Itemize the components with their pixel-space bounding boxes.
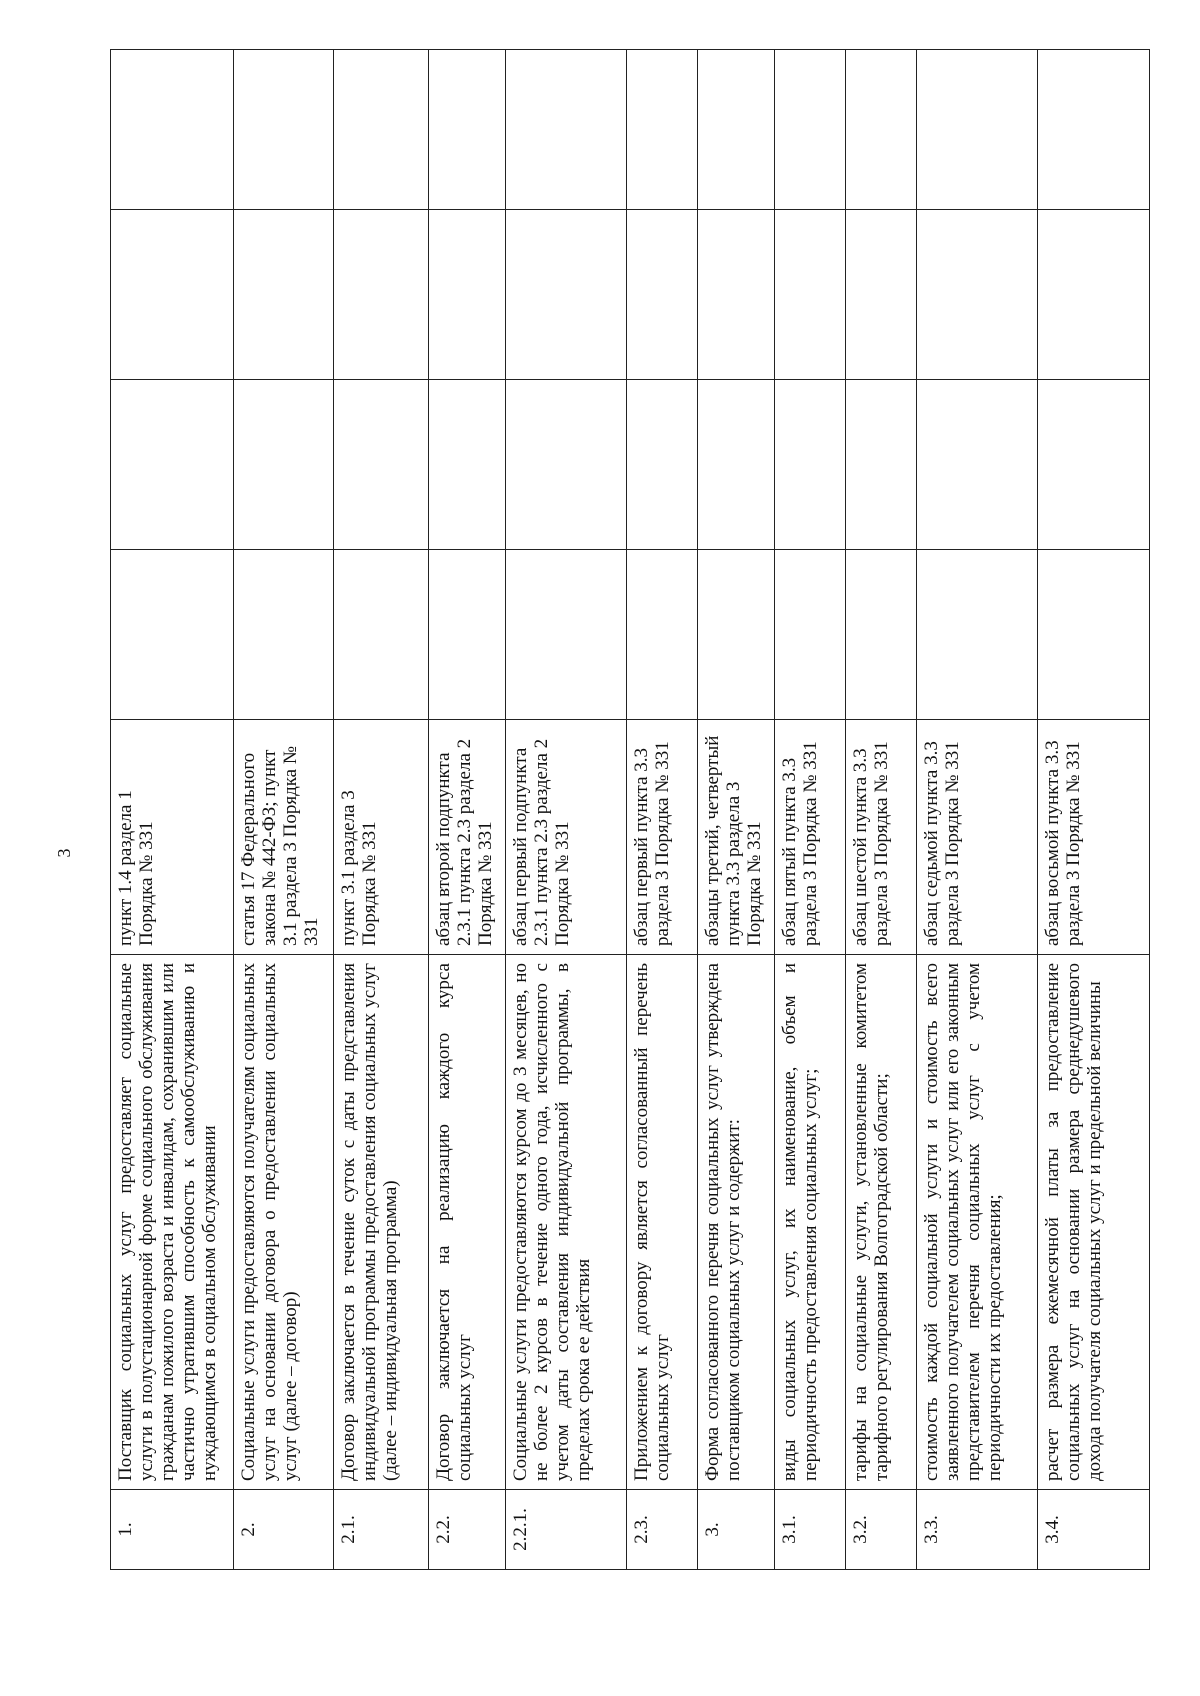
empty-cell	[428, 550, 506, 720]
requirement-text: Договор заключается в течение суток с даты представления индивидуальной программы предоставления социальных услуг (далее – индивидуальная программа)	[333, 955, 428, 1490]
row-number: 2.1.	[333, 1490, 428, 1570]
empty-cell	[626, 50, 697, 210]
row-number: 2.2.1.	[506, 1490, 627, 1570]
legal-basis: пункт 1.4 раздела 1 Порядка № 331	[111, 720, 234, 955]
table-row	[917, 50, 1038, 1570]
empty-cell	[697, 210, 775, 380]
empty-cell	[506, 210, 627, 380]
empty-cell	[917, 210, 1038, 380]
empty-cell	[775, 210, 846, 380]
requirement-text: Поставщик социальных услуг предоставляет социальные услуги в полустационарной форме социального обслуживания гражданам пожилого возраста и инвалидам, сохранившим или частично утратившим способность к самообслуживанию и нуждающимся в социальном обслуживании	[111, 955, 234, 1490]
empty-cell	[1037, 50, 1149, 210]
table-row	[333, 50, 428, 1570]
row-number: 1.	[111, 1490, 234, 1570]
empty-cell	[1037, 210, 1149, 380]
empty-cell	[233, 210, 333, 380]
empty-cell	[917, 50, 1038, 210]
requirement-text: Форма согласованного перечня социальных услуг утверждена поставщиком социальных услуг и содержит:	[697, 955, 775, 1490]
empty-cell	[846, 50, 917, 210]
table-row	[1037, 50, 1149, 1570]
requirement-text: Социальные услуги предоставляются курсом до 3 месяцев, но не более 2 курсов в течение одного года, исчисленного с учетом даты составления индивидуальной программы, в пределах срока ее действия	[506, 955, 627, 1490]
row-number: 3.3.	[917, 1490, 1038, 1570]
requirement-text: тарифы на социальные услуги, установленные комитетом тарифного регулирования Волгоградской области;	[846, 955, 917, 1490]
legal-basis: абзац первый пункта 3.3 раздела 3 Порядка № 331	[626, 720, 697, 955]
legal-basis: абзац восьмой пункта 3.3 раздела 3 Порядка № 331	[1037, 720, 1149, 955]
empty-cell	[1037, 380, 1149, 550]
legal-basis: пункт 3.1 раздела 3 Порядка № 331	[333, 720, 428, 955]
rotated-page	[110, 50, 1150, 1570]
row-number: 3.1.	[775, 1490, 846, 1570]
requirement-text: виды социальных услуг, их наименование, объем и периодичность предоставления социальных услуг;	[775, 955, 846, 1490]
table-row	[775, 50, 846, 1570]
table-row	[626, 50, 697, 1570]
legal-basis: абзацы третий, четвертый пункта 3.3 раздела 3 Порядка № 331	[697, 720, 775, 955]
row-number: 3.2.	[846, 1490, 917, 1570]
row-number: 3.	[697, 1490, 775, 1570]
row-number: 2.3.	[626, 1490, 697, 1570]
empty-cell	[626, 550, 697, 720]
empty-cell	[506, 550, 627, 720]
empty-cell	[333, 380, 428, 550]
empty-cell	[111, 210, 234, 380]
table-row	[697, 50, 775, 1570]
empty-cell	[428, 380, 506, 550]
row-number: 2.	[233, 1490, 333, 1570]
empty-cell	[233, 380, 333, 550]
empty-cell	[626, 380, 697, 550]
empty-cell	[111, 380, 234, 550]
requirement-text: стоимость каждой социальной услуги и стоимость всего заявленного получателем социальных услуг или его законным представителем перечня социальных услуг с учетом периодичности их предоставления;	[917, 955, 1038, 1490]
legal-basis: абзац шестой пункта 3.3 раздела 3 Порядка № 331	[846, 720, 917, 955]
empty-cell	[846, 550, 917, 720]
empty-cell	[775, 380, 846, 550]
legal-basis: статья 17 Федерального закона № 442-ФЗ; пункт 3.1 раздела 3 Порядка № 331	[233, 720, 333, 955]
empty-cell	[111, 50, 234, 210]
row-number: 2.2.	[428, 1490, 506, 1570]
empty-cell	[626, 210, 697, 380]
page-number: 3	[54, 848, 74, 858]
empty-cell	[233, 50, 333, 210]
empty-cell	[697, 50, 775, 210]
row-number: 3.4.	[1037, 1490, 1149, 1570]
empty-cell	[846, 380, 917, 550]
empty-cell	[506, 50, 627, 210]
table-row	[846, 50, 917, 1570]
empty-cell	[233, 550, 333, 720]
empty-cell	[917, 550, 1038, 720]
legal-basis: абзац пятый пункта 3.3 раздела 3 Порядка № 331	[775, 720, 846, 955]
empty-cell	[333, 50, 428, 210]
empty-cell	[697, 380, 775, 550]
requirements-table	[110, 49, 1150, 1570]
table-row	[428, 50, 506, 1570]
empty-cell	[775, 50, 846, 210]
empty-cell	[333, 550, 428, 720]
empty-cell	[428, 210, 506, 380]
requirement-text: Приложением к договору является согласованный перечень социальных услуг	[626, 955, 697, 1490]
table-row	[111, 50, 234, 1570]
table-row	[233, 50, 333, 1570]
requirement-text: Социальные услуги предоставляются получателям социальных услуг на основании договора о предоставлении социальных услуг (далее – договор)	[233, 955, 333, 1490]
empty-cell	[917, 380, 1038, 550]
empty-cell	[428, 50, 506, 210]
empty-cell	[333, 210, 428, 380]
empty-cell	[775, 550, 846, 720]
empty-cell	[1037, 550, 1149, 720]
empty-cell	[111, 550, 234, 720]
legal-basis: абзац второй подпункта 2.3.1 пункта 2.3 раздела 2 Порядка № 331	[428, 720, 506, 955]
legal-basis: абзац седьмой пункта 3.3 раздела 3 Порядка № 331	[917, 720, 1038, 955]
requirement-text: Договор заключается на реализацию каждого курса социальных услуг	[428, 955, 506, 1490]
legal-basis: абзац первый подпункта 2.3.1 пункта 2.3 раздела 2 Порядка № 331	[506, 720, 627, 955]
empty-cell	[846, 210, 917, 380]
requirement-text: расчет размера ежемесячной платы за предоставление социальных услуг на основании размера среднедушевого дохода получателя социальных услуг и предельной величины	[1037, 955, 1149, 1490]
empty-cell	[506, 380, 627, 550]
empty-cell	[697, 550, 775, 720]
table-row	[506, 50, 627, 1570]
